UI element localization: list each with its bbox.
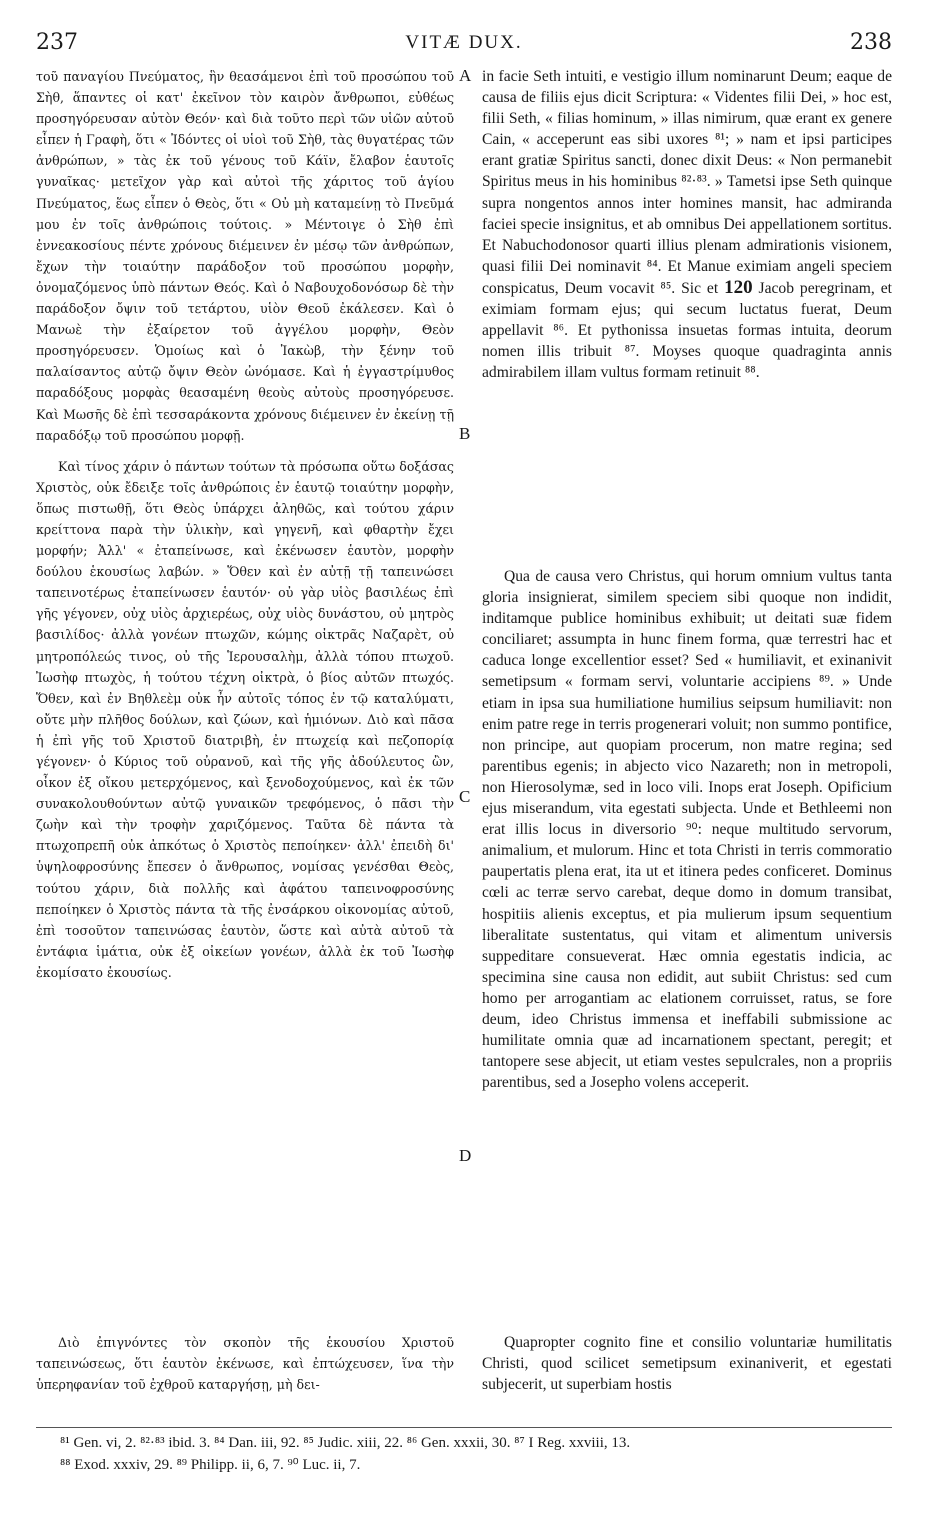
latin-column-middle [482,566,892,1093]
margin-letter-b: B [459,424,471,443]
latin-paragraph-2: Qua de causa vero Christus, qui horum omnium vultus tanta gloria insignierat, similem speciem sibi quoque non indidit, inditamque publice hominibus exhibuit; ut deitati suæ fidem conciliaret; assumpta in hunc finem forma, quæ terrestri hac et caduca longe excellentior esset? Sed « humiliavit, et exinanivit semetipsum « formam servi, voluntarie accipiens ⁸⁹. » Unde etiam in ipsa sua humiliatione humilius seipsum humiliavit: non enim patre rege in terris progenerari voluit; non summo pontifice, non principe, aut quopiam procerum, non matre regina; sed parentibus egenis; in abjecto vico Nazareth; non in metropoli, non Hierosolymæ, sed in loco vili. Inops erat Joseph. Opificium ejus miserandum, vita egestati subjecta. Unde et Bethleemi non erat illis locus in diversorio ⁹⁰: neque multitudo servorum, animalium, et mulorum. Hinc et tota Christi in terris commoratio paupertatis plena erat, ita ut et itinera pedes conficeret. Dominus cœli ac terræ servo carebat, deque domo in domum transibat, hospitiis alienis exceptus, et pia mulierum ipsum sequentium liberalitate sustentatus, qui vitam et alimentum universis suppeditare consueverat. Hæc omnia egestatis indicia, ac specimina sine causa non edidit, aut subiit Christus: sed cum homo per arrogantiam ac elationem corruisset, ratus, se fore deum, ideo Christus immensa et ineffabili submissione ac humilitate omnia quæ ad incarnationem spectant, peregit; et tantopere sese abjecit, ut etiam vestes sepulcrales, non a propriis parentibus, sed a Josepho volens acceperit. [482,568,892,1092]
greek-paragraph-1: τοῦ παναγίου Πνεύματος, ἣν θεασάμενοι ἐπὶ τοῦ προσώπου τοῦ Σὴθ, ἅπαντες οἱ κατ' ἐκεῖνον τὸν καιρὸν ἄνθρωποι, εὐθέως προσηγόρευσαν αὐτὸν Θεόν· καὶ διὰ τοῦτο περὶ τῶν υἱῶν αὐτοῦ εἶπεν ἡ Γραφὴ, ὅτι « Ἰδόντες οἱ υἱοὶ τοῦ Σὴθ, τὰς θυγατέρας τῶν ἀνθρώπων, » τὰς ἐκ τοῦ γένους τοῦ Κάϊν, ἔλαβον ἑαυτοῖς γυναῖκας· μετεῖχον γὰρ καὶ αὐτοὶ τῆς χάριτος τοῦ ἁγίου Πνεύματος, ἕως εἶπεν ὁ Θεὸς, ὅτι « Οὐ μὴ καταμείνῃ τὸ Πνεῦμά μου ἐν τοῖς ἀνθρώποις τούτοις. » Μέντοιγε ὁ Σὴθ ἐπὶ ἐννεακοσίους πέντε χρόνους διέμεινεν ἐν μέσῳ τῶν ἀνθρώπων, ἔχων τὴν τοιαύτην παράδοξον τοῦ προσώπου μορφὴν, ὀνομαζόμενος ὑπὸ πάντων Θεός. Καὶ ὁ Ναβουχοδονόσωρ δὲ τὴν παράδοξον ὄψιν τοῦ τετάρτου, υἱὸν Θεοῦ ἐκάλεσεν. Καὶ ὁ Μανωὲ τὴν ἐξαίρετον τοῦ ἀγγέλου μορφὴν, Θεὸν προσηγόρευσεν. Ὁμοίως καὶ ὁ Ἰακὼβ, τὴν ξένην τοῦ παλαίσαντος αὐτῷ ὄψιν Θεὸν ὠνόμασε. Καὶ ἡ ἐγγαστρίμυθος παραδόξους μορφὰς θεασαμένη θεοὺς αὐτοὺς προσηγόρευσε. Καὶ Μωσῆς δὲ ἐπὶ τεσσαράκοντα χρόνους διέμεινεν ἐν ἐκείνῃ τῇ παραδόξῳ τοῦ προσώπου μορφῇ. [36,69,454,443]
margin-letter-c: C [459,787,471,806]
footnote-divider [36,1427,892,1428]
latin-paragraph-1a: in facie Seth intuiti, e vestigio illum nominarunt Deum; eaque de causa de filiis ejus dicit Scriptura: « Videntes filii Dei, » hoc est, filii Seth, « filias hominum, » illas nimirum, quæ erant ex genere Cain, « acceperunt eas sibi uxores ⁸¹; » nam et ipsi participes erant gratiæ Spiritus sancti, donec dixit Deus: « Non permanebit Spiritus meus in his hominibus ⁸²·⁸³. » Tametsi ipse Seth quinque supra nongentos annos inter homines mansit, hac admiranda faciei specie insignitus, et ab omnibus Dei appellationem sortitus. Et Nabuchodonosor quarti illius plenam admirationis visionem, quasi filii Dei nominavit ⁸⁴. Et Manue eximiam angeli speciem conspicatus, Deum vocavit ⁸⁵. Sic et [482,68,892,297]
running-title: VITÆ DUX. [405,32,523,53]
page-number-right: 238 [850,30,892,55]
greek-column-upper [36,66,454,983]
latin-paragraph-3: Quapropter cognito fine et consilio voluntariæ humilitatis Christi, quod scilicet semetipsum exinaniverit, et egestati subjecerit, ut superbiam hostis [482,1334,892,1394]
greek-paragraph-2: Καὶ τίνος χάριν ὁ πάντων τούτων τὰ πρόσωπα οὕτω δοξάσας Χριστὸς, οὐκ ἔδειξε τοῖς ἀνθρώποις ἐν ἑαυτῷ τοιαύτην μορφὴν, ὅπως πιστωθῇ, ὅτι Θεὸς ὑπάρχει ἀληθῶς, καὶ τούτου χάριν κρείττονα παρὰ τὴν ὑλικὴν, καὶ γηγενῆ, καὶ φθαρτὴν ἔχει μορφήν; Ἀλλ' « ἐταπείνωσε, καὶ ἐκένωσεν ἑαυτὸν, μορφὴν δούλου ἑκουσίως λαβών. » Ὅθεν καὶ ἐν αὐτῇ τῇ ταπεινώσει ταπεινοτέρως ἐταπείνωσεν ἑαυτόν· οὐ γὰρ υἱὸς βασιλέως ἐπὶ γῆς γέγονεν, οὐχ υἱὸς ἀρχιερέως, οὐχ υἱὸς δυνάστου, οὐ μητρὸς βασιλίδος· ἀλλὰ γονέων πτωχῶν, κώμης οἰκτρᾶς Ναζαρὲτ, οὐ μητροπόλεώς τινος, οὐ τῆς Ἱερουσαλὴμ, ἀλλὰ τόπου πτωχοῦ. Ἰωσὴφ πτωχὸς, ἡ τούτου τέχνη οἰκτρὰ, ὁ βίος αὐτῶν πτωχός. Ὅθεν, καὶ ἐν Βηθλεὲμ οὐκ ἦν αὐτοῖς τόπος ἐν τῷ καταλύματι, οὔτε μὴν πλῆθος δούλων, καὶ ζώων, καὶ ἡμιόνων. Διὸ καὶ πᾶσα ἡ ἐπὶ γῆς τοῦ Χριστοῦ διατριβὴ, ἐν πτωχείᾳ καὶ πεζοπορίᾳ γέγονεν· ὁ Κύριος τοῦ οὐρανοῦ, καὶ τῆς γῆς ἀδούλευτος ὢν, οἶκον ἐξ οἴκου μετερχόμενος, καὶ ξενοδοχούμενος, καὶ ἐκ τῶν συνακολουθούντων αὐτῷ γυναικῶν τρεφόμενος, ὁ πᾶσι τὴν ζωὴν καὶ τὴν τροφὴν χαριζόμενος. Ταῦτα δὲ πάντα τὰ πτωχοπρεπῆ οὐκ ἀπκότως ὁ Χριστὸς πεποίηκεν· ἀλλ' ἐπειδὴ δι' ὑψηλοφροσύνης ἔπεσεν ὁ ἄνθρωπος, νομίσας γενέσθαι Θεὸς, τούτου χάριν, διὰ πολλῆς καὶ ἀφάτου ταπεινοφροσύνης πεποίηκεν ὁ Χριστὸς πάντα τὰ τῆς ἐνσάρκου οἰκονομίας αὐτοῦ, ἐπὶ τοσοῦτον ταπεινώσας ἑαυτὸν, ὥστε καὶ αὐτὰ αὐτοῦ τὰ ἐντάφια ἱμάτια, οὐκ ἐξ οἰκείων γονέων, ἀλλὰ ἐκ τοῦ Ἰωσὴφ ἐκομίσατο ἑκουσίως. [36,458,454,980]
footnotes [60,1432,892,1476]
latin-column-upper [482,66,892,383]
footnote-line-1: ⁸¹ Gen. vi, 2. ⁸²·⁸³ ibid. 3. ⁸⁴ Dan. iii, 92. ⁸⁵ Judic. xiii, 22. ⁸⁶ Gen. xxxii, 30. ⁸⁷ I Reg. xxviii, 13. [60,1435,631,1451]
column-bracket-number: 120 [724,276,753,298]
greek-column-lower [36,1332,454,1395]
footnote-line-2: ⁸⁸ Exod. xxxiv, 29. ⁸⁹ Philipp. ii, 6, 7. ⁹⁰ Luc. ii, 7. [60,1457,361,1473]
greek-paragraph-3: Διὸ ἐπιγνόντες τὸν σκοπὸν τῆς ἑκουσίου Χριστοῦ ταπεινώσεως, ὅτι ἑαυτὸν ἐκένωσε, καὶ ἐπτώχευσεν, ἵνα τὴν ὑπερηφανίαν τοῦ ἐχθροῦ καταργήσῃ, μὴ δει- [36,1335,454,1393]
margin-letter-a: A [459,66,472,85]
latin-paragraph-1 [482,66,892,383]
latin-paragraph-1b: Jacob peregrinam, et eximiam formam ejus; qui secum luctatus fuerat, Deum appellavit ⁸⁶. Et pythonissa insuetas formas intuita, deorum nomen illis tribuit ⁸⁷. Moyses quoque quadraginta annis admirabilem illam vultus formam retinuit ⁸⁸. [482,279,892,382]
latin-column-lower [482,1332,892,1395]
running-header [36,30,892,60]
margin-letter-d: D [459,1146,472,1165]
page-number-left: 237 [36,30,78,55]
